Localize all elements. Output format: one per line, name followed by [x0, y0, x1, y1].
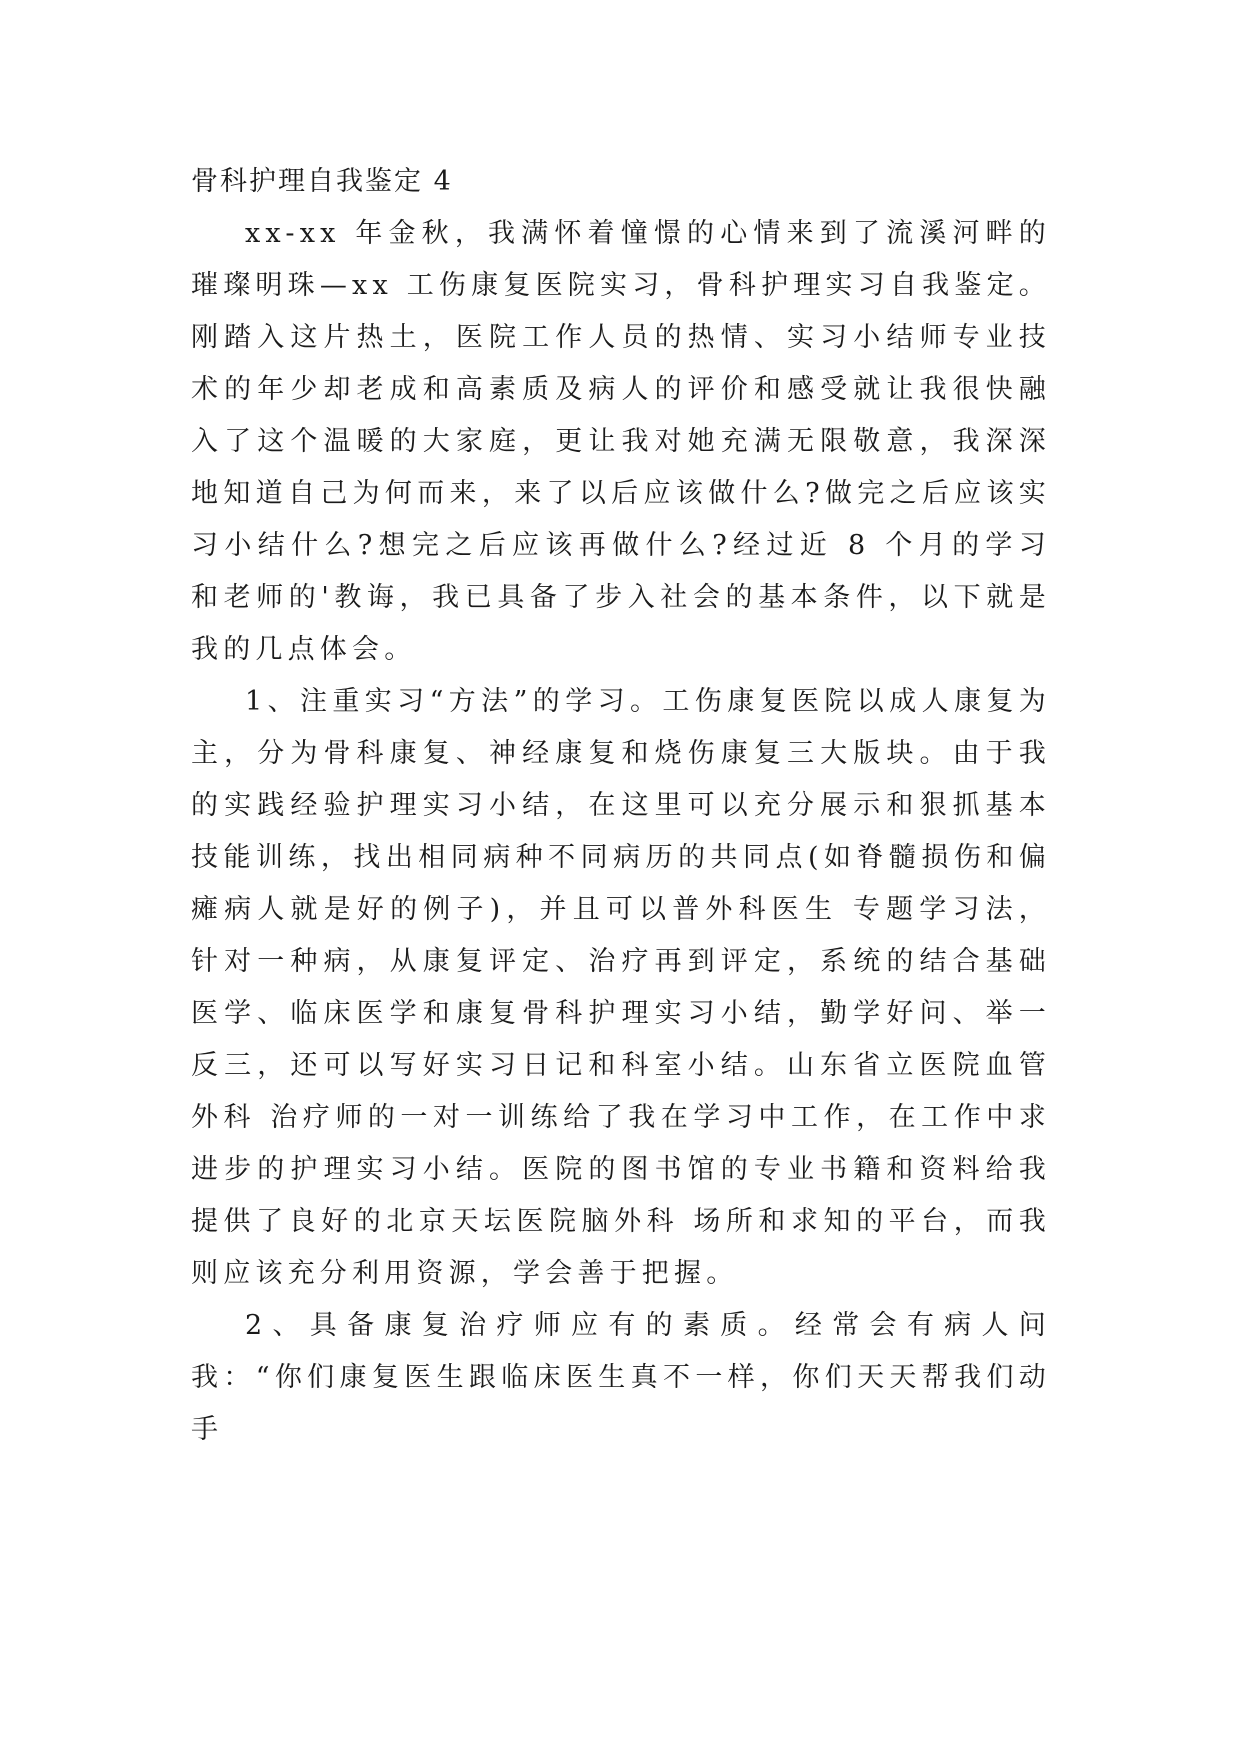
document-title: 骨科护理自我鉴定 4 — [191, 166, 453, 197]
document-body — [191, 156, 1051, 1456]
paragraph-point-1: 1、注重实习“方法”的学习。工伤康复医院以成人康复为主，分为骨科康复、神经康复和烧伤康复三大版块。由于我的实践经验护理实习小结，在这里可以充分展示和狠抓基本技能训练，找出相同病种不同病历的共同点(如脊髓损伤和偏瘫病人就是好的例子)，并且可以普外科医生 专题学习法，针对一种病，从康复评定、治疗再到评定，系统的结合基础医学、临床医学和康复骨科护理实习小结，勤学好问、举一反三，还可以写好实习日记和科室小结。山东省立医院血管外科 治疗师的一对一训练给了我在学习中工作，在工作中求进步的护理实习小结。医院的图书馆的专业书籍和资料给我提供了良好的北京天坛医院脑外科 场所和求知的平台，而我则应该充分利用资源，学会善于把握。 — [191, 686, 1051, 1289]
paragraph-point-2: 2、具备康复治疗师应有的素质。经常会有病人问我：“你们康复医生跟临床医生真不一样，你们天天帮我们动手 — [191, 1310, 1051, 1445]
paragraph-intro: xx-xx 年金秋，我满怀着憧憬的心情来到了流溪河畔的璀璨明珠—xx 工伤康复医院实习，骨科护理实习自我鉴定。刚踏入这片热土，医院工作人员的热情、实习小结师专业技术的年少却老成和高素质及病人的评价和感受就让我很快融入了这个温暖的大家庭，更让我对她充满无限敬意，我深深地知道自己为何而来，来了以后应该做什么?做完之后应该实习小结什么?想完之后应该再做什么?经过近 8 个月的学习和老师的'教诲，我已具备了步入社会的基本条件，以下就是我的几点体会。 — [191, 218, 1051, 665]
